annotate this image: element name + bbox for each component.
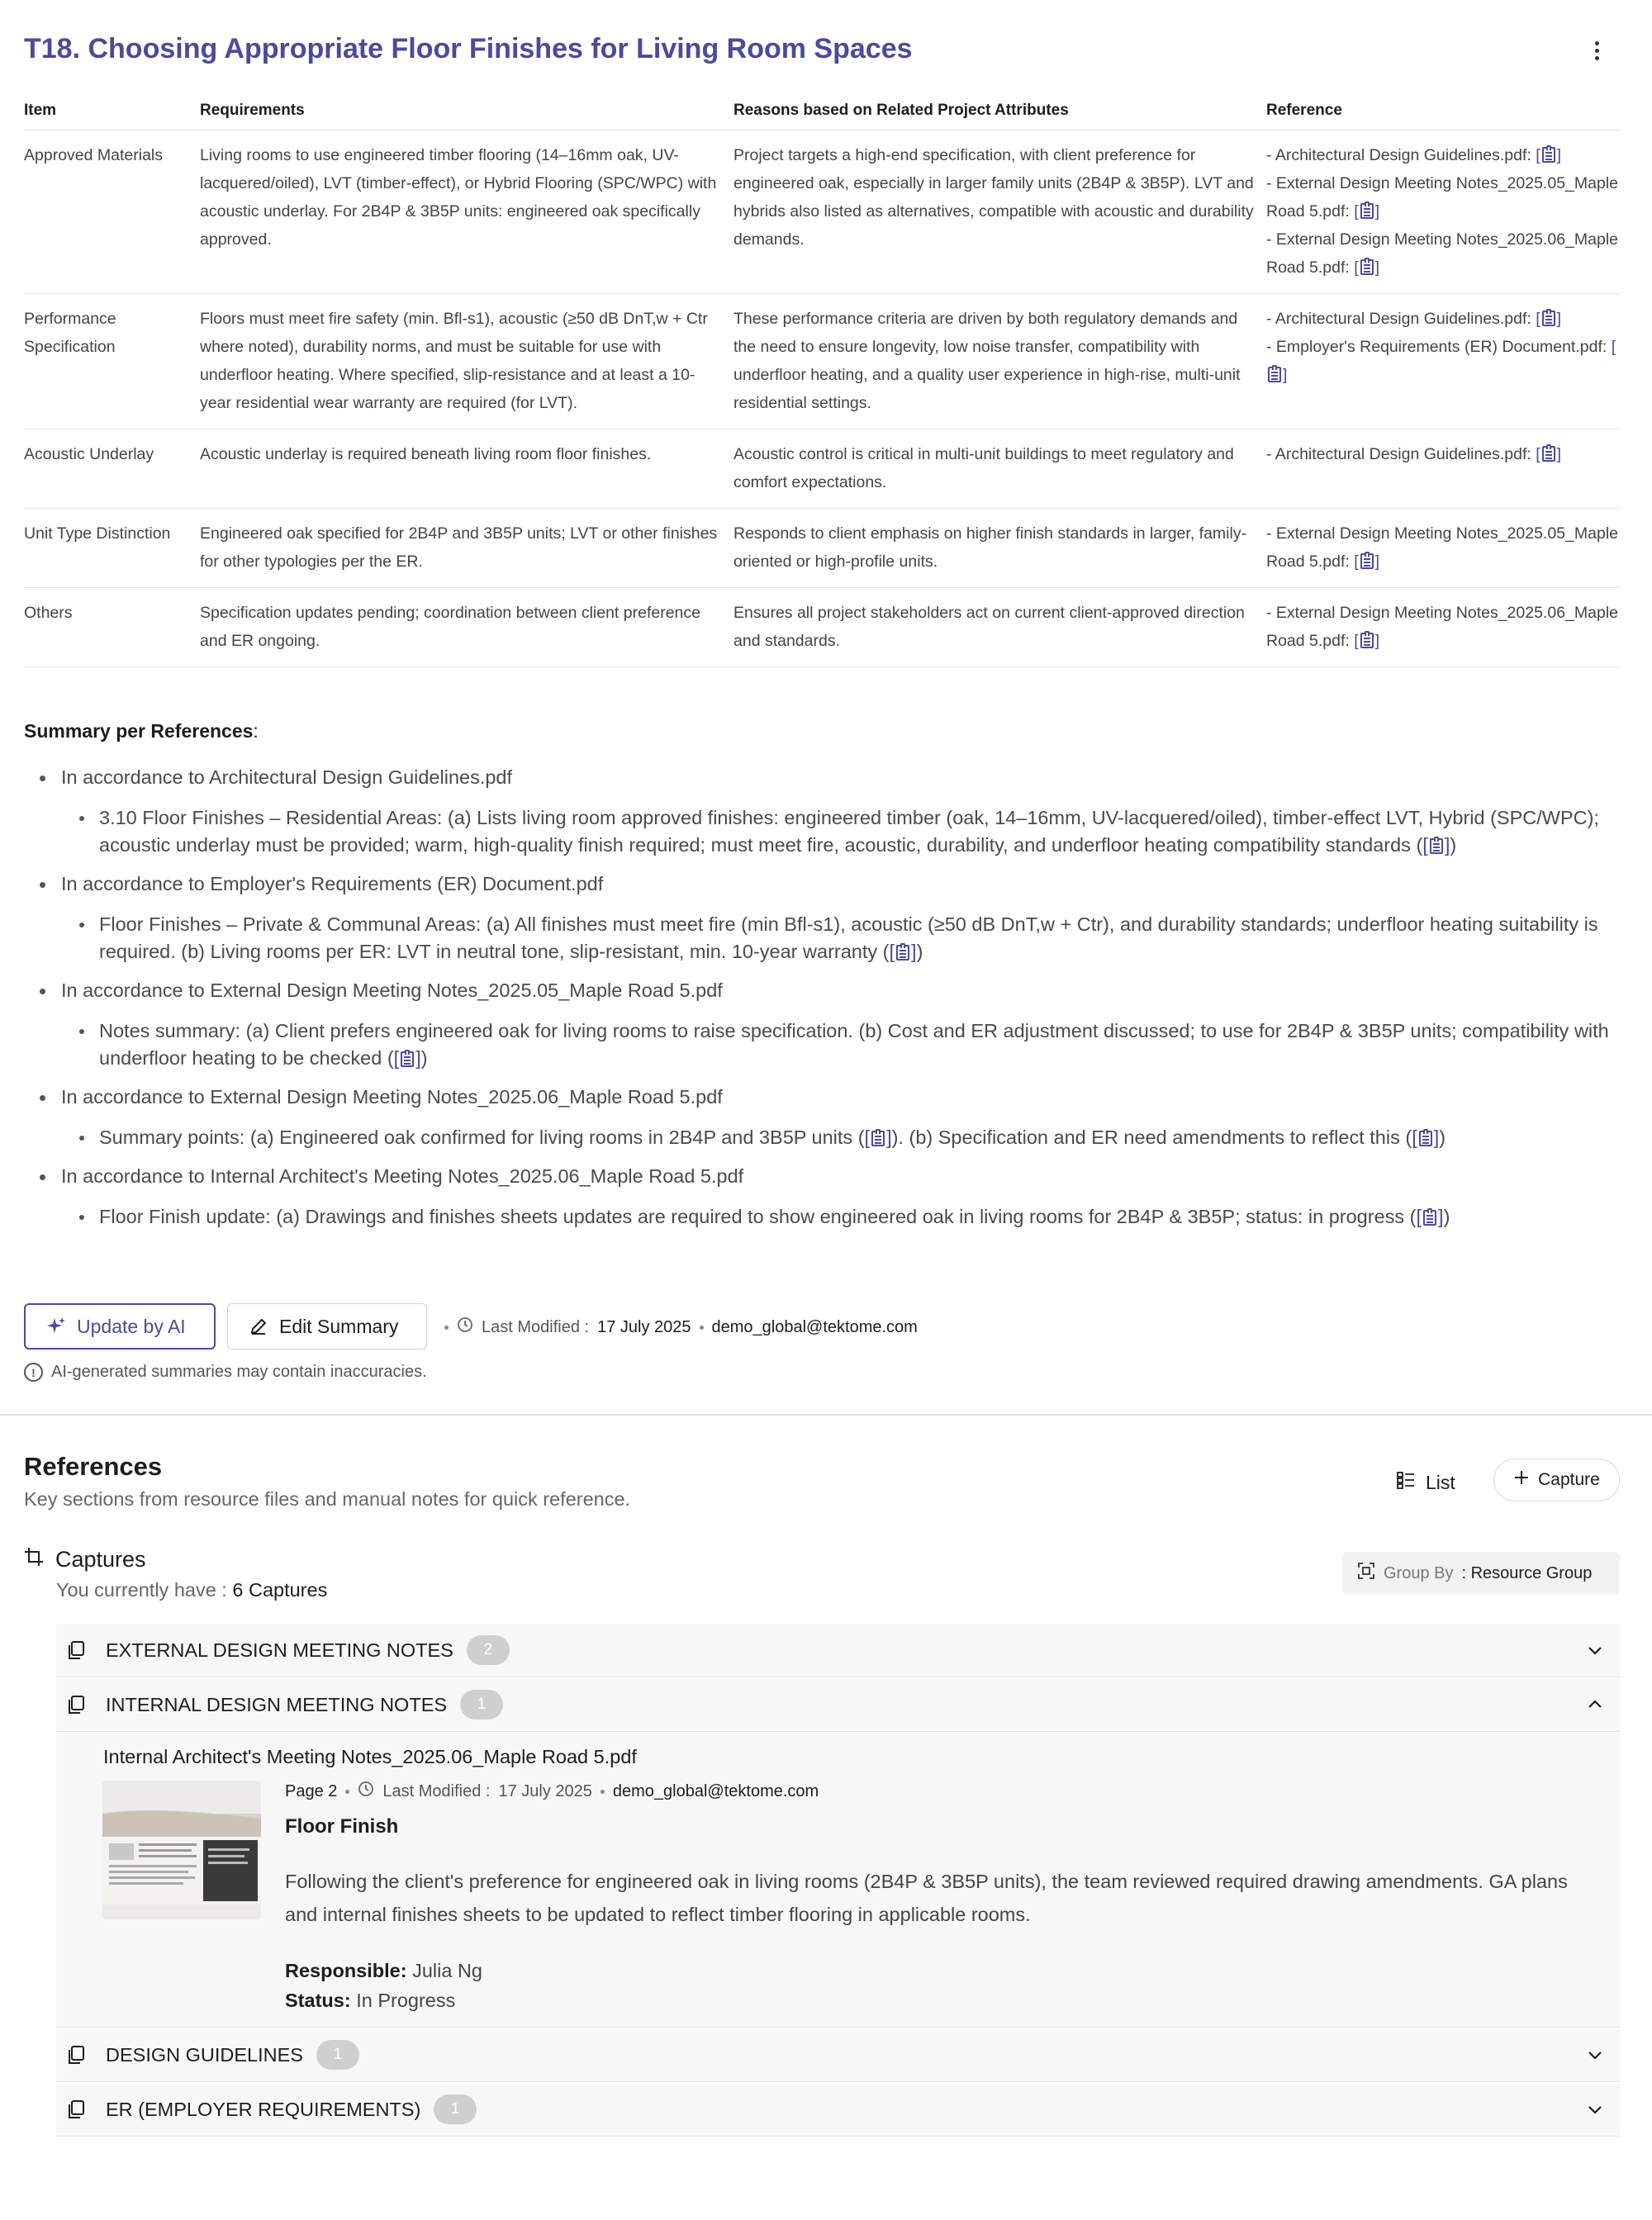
citation-icon[interactable]	[1360, 203, 1374, 219]
copy-icon	[66, 1640, 94, 1660]
summary-source: In accordance to Architectural Design Guidelines.pdf	[24, 764, 1626, 791]
row-requirements: Living rooms to use engineered timber flooring (14–16mm oak, UV-lacquered/oiled), LVT (timber-effect), or Hybrid Flooring (SPC/WPC) with acoustic underlay. For 2B4P & 3B5P units: engineered oak specifically approved.	[200, 146, 717, 249]
update-by-ai-label: Update by AI	[77, 1315, 186, 1337]
row-references: - Architectural Design Guidelines.pdf: [ ] - Employer's Requirements (ER) Document.pdf: []	[1266, 310, 1616, 384]
summary-list	[24, 764, 1626, 1242]
capture-heading: Floor Finish	[285, 1815, 399, 1838]
row-reasons: Responds to client emphasis on higher finish standards in larger, family-oriented or high-profile units.	[733, 524, 1247, 571]
summary-source: In accordance to Employer's Requirements (ER) Document.pdf	[24, 870, 1626, 898]
chevron-up-icon[interactable]	[1587, 1696, 1603, 1713]
row-references: - Architectural Design Guidelines.pdf: [ ]	[1266, 445, 1562, 463]
column-header-requirements: Requirements	[200, 101, 305, 119]
list-icon	[1396, 1470, 1416, 1495]
group-count-badge: 1	[316, 2040, 359, 2070]
table-row	[24, 509, 1620, 588]
group-by-select[interactable]	[1342, 1552, 1620, 1595]
edit-summary-button[interactable]	[227, 1303, 427, 1350]
reference-text: - Employer's Requirements (ER) Document.pdf:	[1266, 338, 1607, 356]
citation-icon[interactable]	[1542, 311, 1555, 326]
row-item: Others	[24, 604, 73, 622]
chevron-down-icon[interactable]	[1587, 2101, 1603, 2118]
column-header-item: Item	[24, 101, 57, 119]
row-reasons: Ensures all project stakeholders act on current client-approved direction and standards.	[733, 604, 1245, 650]
summary-source: In accordance to External Design Meeting Notes_2025.05_Maple Road 5.pdf	[24, 977, 1626, 1004]
resource-group-external-design-meeting-notes[interactable]	[56, 1624, 1620, 1677]
info-icon: !	[24, 1363, 43, 1382]
history-icon	[358, 1781, 374, 1802]
capture-button[interactable]	[1493, 1459, 1620, 1501]
table-row	[24, 294, 1620, 429]
chevron-down-icon[interactable]	[1587, 2047, 1603, 2063]
column-header-reasons: Reasons based on Related Project Attributes	[733, 101, 1069, 119]
references-title: References	[24, 1452, 163, 1481]
row-item: Approved Materials	[24, 146, 163, 164]
chevron-down-icon[interactable]	[1587, 1642, 1603, 1658]
reference-text: - External Design Meeting Notes_2025.06_Maple Road 5.pdf:	[1266, 604, 1619, 650]
capture-body: Following the client's preference for engineered oak in living rooms (2B4P & 3B5P units), the team reviewed required drawing amendments. GA plans and internal finishes sheets to be updated to reflect timber flooring in applicable rooms.	[285, 1871, 1568, 1925]
citation-icon[interactable]	[1360, 553, 1374, 569]
row-item: Unit Type Distinction	[24, 524, 171, 543]
capture-file-name[interactable]: Internal Architect's Meeting Notes_2025.06_Maple Road 5.pdf	[103, 1746, 637, 1767]
citation-icon[interactable]	[1360, 259, 1374, 275]
more-options-icon[interactable]	[1583, 36, 1611, 64]
citation-icon[interactable]	[1419, 1131, 1432, 1146]
summary-detail: Floor Finish update: (a) Drawings and finishes sheets updates are required to show engineered oak in living rooms for 2B4P & 3B5P; status: in progress ([ ])	[24, 1203, 1626, 1231]
row-requirements: Engineered oak specified for 2B4P and 3B5P units; LVT or other finishes for other typologies per the ER.	[200, 524, 718, 571]
capture-page: Page 2	[285, 1781, 338, 1800]
modified-by: demo_global@tektome.com	[711, 1317, 918, 1336]
resource-group-design-guidelines[interactable]	[56, 2028, 1620, 2082]
summary-detail: Summary points: (a) Engineered oak confirmed for living rooms in 2B4P and 3B5P units ([ ]). (b) Specification and ER need amendments to reflect this ([ ])	[24, 1124, 1626, 1151]
capture-meta	[285, 1781, 819, 1802]
capture-responsible: Responsible: Julia Ng	[285, 1960, 482, 1981]
table-header	[24, 91, 1620, 130]
citation-icon[interactable]	[401, 1051, 414, 1067]
requirements-table	[24, 91, 1620, 667]
row-references: - External Design Meeting Notes_2025.05_Maple Road 5.pdf: [ ]	[1266, 524, 1619, 571]
summary-detail: 3.10 Floor Finishes – Residential Areas: (a) Lists living room approved finishes: engineered timber (oak, 14–16mm, UV-lacquered/oiled), timber-effect LVT, Hybrid (SPC/WPC); acoustic underlay must be provided; warm, high-quality finish required; must meet fire, acoustic, durability, and underfloor heating compatibility standards ([ ])	[24, 804, 1626, 859]
citation-icon[interactable]	[896, 945, 909, 961]
summary-detail: Floor Finishes – Private & Communal Areas: (a) All finishes must meet fire (min Bfl-s1), acoustic (≥50 dB DnT,w + Ctr), and durability standards; underfloor heating suitability is required. (b) Living rooms per ER: LVT in neutral tone, slip-resistant, min. 10-year warranty ([ ])	[24, 911, 1626, 965]
summary-meta	[444, 1316, 918, 1338]
group-count-badge: 2	[467, 1635, 510, 1665]
reference-text: - External Design Meeting Notes_2025.06_Maple Road 5.pdf:	[1266, 230, 1619, 277]
citation-icon[interactable]	[1542, 147, 1555, 163]
ai-disclaimer	[24, 1363, 427, 1382]
copy-icon	[66, 2045, 94, 2065]
section-divider	[0, 1414, 1652, 1416]
crop-icon	[24, 1547, 44, 1572]
reference-text: - Architectural Design Guidelines.pdf:	[1266, 445, 1531, 463]
history-icon	[457, 1316, 473, 1338]
citation-icon[interactable]	[1268, 367, 1281, 382]
table-row	[24, 588, 1620, 667]
group-by-label: Group By	[1384, 1563, 1454, 1582]
last-modified-date: 17 July 2025	[597, 1317, 691, 1336]
page-title: T18. Choosing Appropriate Floor Finishes for Living Room Spaces	[24, 33, 913, 64]
row-references: - External Design Meeting Notes_2025.06_Maple Road 5.pdf: [ ]	[1266, 604, 1619, 650]
capture-label: Capture	[1538, 1470, 1600, 1489]
row-requirements: Floors must meet fire safety (min. Bfl-s1), acoustic (≥50 dB DnT,w + Ctr where noted), durability norms, and must be suitable for use with underfloor heating. Where specified, slip-resistance and at least a 10-year residential wear warranty are required (for LVT).	[200, 310, 708, 412]
group-by-icon	[1357, 1562, 1375, 1585]
copy-icon	[66, 2099, 94, 2119]
table-row	[24, 130, 1620, 294]
group-label: EXTERNAL DESIGN MEETING NOTES	[106, 1639, 453, 1661]
sparkle-icon	[45, 1316, 67, 1337]
row-requirements: Acoustic underlay is required beneath living room floor finishes.	[200, 445, 652, 463]
summary-title: Summary per References:	[24, 720, 259, 742]
pencil-icon	[248, 1316, 269, 1337]
row-reasons: These performance criteria are driven by both regulatory demands and the need to ensure longevity, low noise transfer, compatibility with underfloor heating, and a quality user experience in high-rise, multi-unit residential settings.	[733, 310, 1241, 412]
group-label: DESIGN GUIDELINES	[106, 2043, 303, 2066]
capture-card[interactable]	[56, 1733, 1620, 2028]
resource-group-er-employer-requirements[interactable]	[56, 2083, 1620, 2137]
row-item: Performance Specification	[24, 310, 116, 356]
reference-text: - Architectural Design Guidelines.pdf:	[1266, 146, 1531, 164]
last-modified-label: Last Modified :	[482, 1317, 590, 1336]
capture-last-modified-date: 17 July 2025	[498, 1781, 592, 1800]
update-by-ai-button[interactable]	[24, 1303, 216, 1350]
row-reasons: Acoustic control is critical in multi-unit buildings to meet regulatory and comfort expectations.	[733, 445, 1234, 491]
capture-modified-by: demo_global@tektome.com	[612, 1781, 819, 1800]
edit-summary-label: Edit Summary	[279, 1315, 399, 1337]
column-header-reference: Reference	[1266, 101, 1342, 119]
list-view-button[interactable]	[1396, 1462, 1455, 1503]
citation-icon[interactable]	[871, 1131, 885, 1146]
group-by-value: : Resource Group	[1461, 1563, 1593, 1582]
references-subtitle: Key sections from resource files and manual notes for quick reference.	[24, 1488, 631, 1510]
captures-count: You currently have : 6 Captures	[56, 1579, 328, 1601]
group-label: ER (EMPLOYER REQUIREMENTS)	[106, 2098, 421, 2120]
reference-text: - External Design Meeting Notes_2025.05_Maple Road 5.pdf:	[1266, 524, 1619, 571]
summary-source: In accordance to Internal Architect's Meeting Notes_2025.06_Maple Road 5.pdf	[24, 1163, 1626, 1190]
copy-icon	[66, 1695, 94, 1715]
citation-icon[interactable]	[1430, 838, 1443, 854]
citation-icon[interactable]	[1360, 633, 1374, 648]
summary-detail: Notes summary: (a) Client prefers engineered oak for living rooms to raise specification. (b) Cost and ER adjustment discussed; to use for 2B4P & 3B5P units; compatibility with underfloor heating to be checked ([ ])	[24, 1017, 1626, 1072]
group-label: INTERNAL DESIGN MEETING NOTES	[106, 1693, 448, 1715]
group-count-badge: 1	[434, 2094, 477, 2124]
capture-status: Status: In Progress	[285, 1990, 456, 2011]
summary-source: In accordance to External Design Meeting Notes_2025.06_Maple Road 5.pdf	[24, 1084, 1626, 1111]
row-reasons: Project targets a high-end specification, with client preference for engineered oak, especially in larger family units (2B4P & 3B5P). LVT and hybrids also listed as alternatives, compatible with acoustic and durability demands.	[733, 146, 1254, 249]
row-references: - Architectural Design Guidelines.pdf: [ ] - External Design Meeting Notes_2025.05_Maple Road 5.pdf: [ ] - External Design Meeting Notes_2025.06_Maple Road 5.pdf: [ ]	[1266, 146, 1619, 277]
disclaimer-text: AI-generated summaries may contain inaccuracies.	[51, 1363, 427, 1381]
capture-last-modified-label: Last Modified :	[382, 1781, 491, 1800]
plus-icon	[1513, 1469, 1530, 1491]
capture-details	[285, 1956, 482, 2015]
citation-icon[interactable]	[1423, 1210, 1436, 1226]
reference-text: - External Design Meeting Notes_2025.05_Maple Road 5.pdf:	[1266, 174, 1619, 221]
list-label: List	[1426, 1471, 1455, 1493]
group-count-badge: 1	[460, 1690, 503, 1720]
row-item: Acoustic Underlay	[24, 445, 154, 463]
resource-group-internal-design-meeting-notes[interactable]	[56, 1678, 1620, 1732]
table-row	[24, 429, 1620, 509]
row-requirements: Specification updates pending; coordination between client preference and ER ongoing.	[200, 604, 700, 650]
captures-title: Captures	[24, 1547, 146, 1572]
citation-icon[interactable]	[1542, 446, 1555, 462]
reference-text: - Architectural Design Guidelines.pdf:	[1266, 310, 1531, 328]
capture-thumbnail[interactable]	[102, 1781, 261, 1919]
